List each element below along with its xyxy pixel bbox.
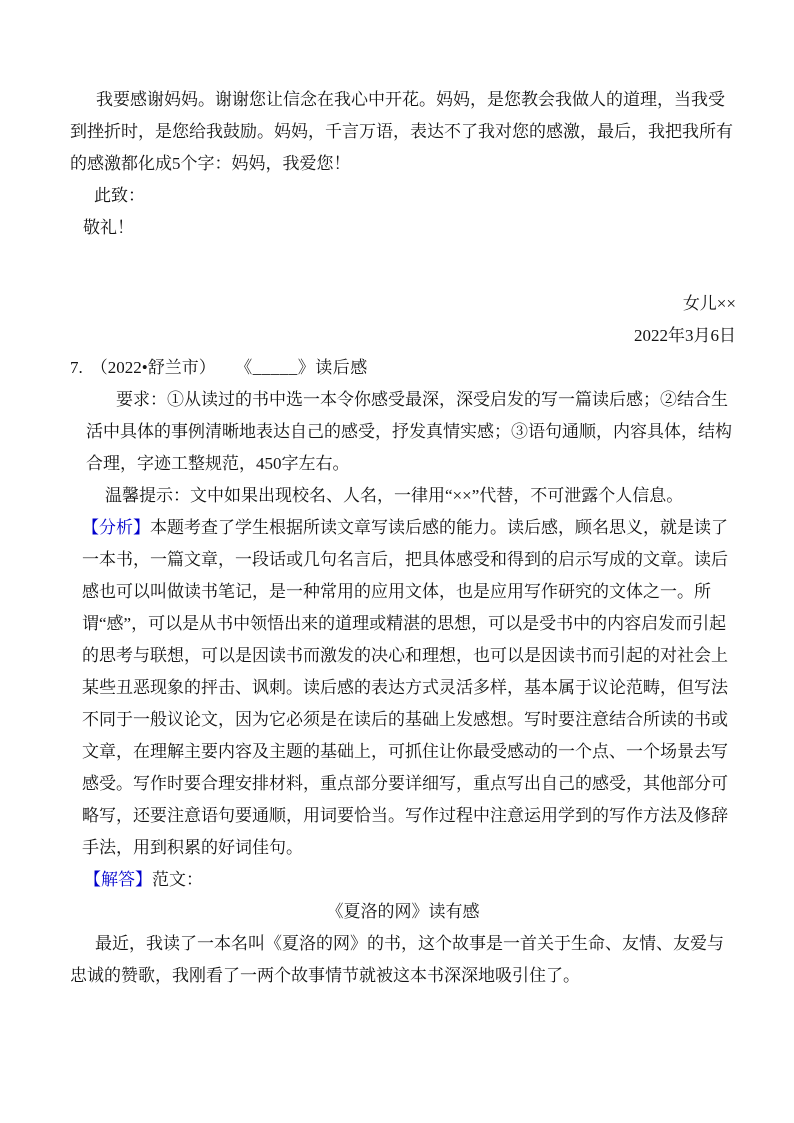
answer-lead-text: 范文：	[152, 870, 203, 889]
letter-salute: 敬礼！	[83, 218, 134, 237]
letter-date: 2022年3月6日	[634, 326, 736, 345]
question-title-line	[70, 352, 736, 384]
answer-lead-line	[84, 864, 736, 896]
letter-signer: 女儿××	[682, 294, 736, 313]
letter-salute-lead: 此致：	[94, 186, 145, 205]
question-tip: 温馨提示：文中如果出现校名、人名，一律用“××”代替，不可泄露个人信息。	[105, 486, 684, 505]
analysis-label: 【分析】	[82, 518, 150, 537]
question-source: （2022•舒兰市）	[90, 358, 216, 377]
letter-body-paragraph: 我要感谢妈妈。谢谢您让信念在我心中开花。妈妈，是您教会我做人的道理，当我受到挫折时，是您给我鼓励。妈妈，千言万语，表达不了我对您的感激，最后，我把我所有的感激都化成5个字：妈妈，我爱您！	[70, 90, 733, 173]
essay-paragraph: 最近，我读了一本名叫《夏洛的网》的书，这个故事是一首关于生命、友情、友爱与忠诚的赞歌，我刚看了一两个故事情节就被这本书深深地吸引住了。	[70, 934, 724, 985]
question-requirements: 要求：①从读过的书中选一本令你感受最深，深受启发的写一篇读后感；②结合生活中具体的事例清晰地表达自己的感受，抒发真情实感；③语句通顺，内容具体，结构合理，字迹工整规范，450字左右。	[86, 390, 732, 473]
analysis-text: 本题考查了学生根据所读文章写读后感的能力。读后感，顾名思义，就是读了一本书，一篇文章，一段话或几句名言后，把具体感受和得到的启示写成的文章。读后感也可以叫做读书笔记，是一种常用的应用文体，也是应用写作研究的文体之一。所谓“感”，可以是从书中领悟出来的道理或精湛的思想，可以是受书中的内容启发而引起的思考与联想，可以是因读书而激发的决心和理想，也可以是因读书而引起的对社会上某些丑恶现象的抨击、讽刺。读后感的表达方式灵活多样，基本属于议论范畴，但写法不同于一般议论文，因为它必须是在读后的基础上发感想。写时要注意结合所读的书或文章，在理解主要内容及主题的基础上，可抓住让你最受感动的一个点、一个场景去写感受。写作时要合理安排材料，重点部分要详细写，重点写出自己的感受，其他部分可略写，还要注意语句要通顺，用词要恰当。写作过程中注意运用学到的写作方法及修辞手法，用到积累的好词佳句。	[82, 518, 728, 857]
question-number: 7.	[70, 358, 83, 377]
essay-title: 《夏洛的网》读有感	[326, 902, 480, 921]
answer-label: 【解答】	[84, 870, 152, 889]
analysis-paragraph	[82, 512, 736, 864]
question-title: 《_____》读后感	[243, 358, 368, 377]
